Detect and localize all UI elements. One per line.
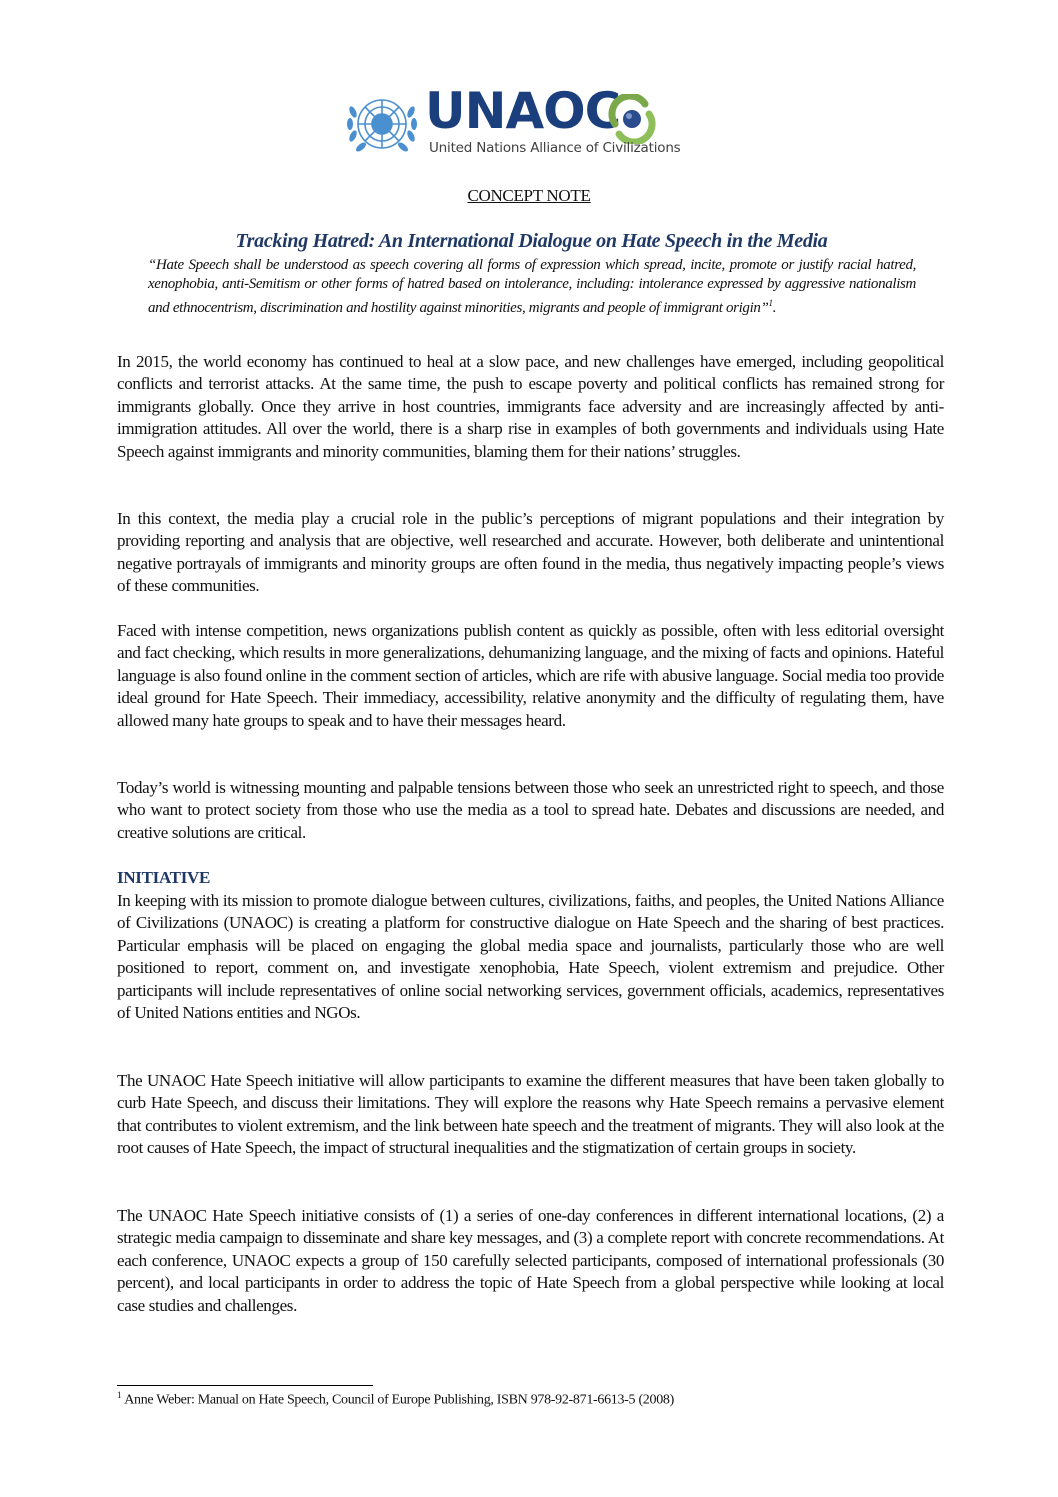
quote-end: . bbox=[772, 300, 777, 317]
definition-quote bbox=[148, 256, 916, 319]
footnote-ref[interactable]: 1 bbox=[768, 298, 773, 309]
document-title: Tracking Hatred: An International Dialogue on Hate Speech in the Media bbox=[235, 230, 828, 252]
paragraph-initiative-scope: The UNAOC Hate Speech initiative will allow participants to examine the different measures that have been taken globally to curb Hate Speech, and discuss their limitations. They will explore the reasons why Hate Speech remains a pervasive element that contributes to violent extremism, and the link between hate speech and the treatment of migrants. They will also look at the root causes of Hate Speech, the impact of structural inequalities and the stigmatization of certain groups in society. bbox=[117, 1071, 944, 1158]
alliance-ring-icon bbox=[607, 94, 657, 144]
quote-text: “Hate Speech shall be understood as speech covering all forms of expression which spread, incite, promote or justify racial hatred, xenophobia, anti-Semitism or other forms of hatred based on intolerance, including: intolerance expressed by aggressive nationalism and ethnocentrism, discrimination and hostility against minorities, migrants and people of immigrant origin” bbox=[148, 257, 916, 317]
paragraph-initiative-mission: In keeping with its mission to promote dialogue between cultures, civilizations, faiths, and peoples, the United Nations Alliance of Civilizations (UNAOC) is creating a platform for constructive dialogue on Hate Speech and the sharing of best practices. Particular emphasis will be placed on engaging the global media space and journalists, particularly those who are well positioned to report, comment on, and investigate xenophobia, Hate Speech, violent extremism and prejudice. Other participants will include representatives of online social networking services, government officials, academics, representatives of United Nations entities and NGOs. bbox=[117, 891, 944, 1023]
paragraph-media-role: In this context, the media play a crucial role in the public’s perceptions of migrant populations and their integration by providing reporting and analysis that are objective, well researched and accurate. However, both deliberate and unintentional negative portrayals of immigrants and minority groups are often found in the media, thus negatively impacting people’s views of these communities. bbox=[117, 509, 944, 596]
logo-tagline: United Nations Alliance of Civilizations bbox=[429, 140, 681, 156]
footnote-separator bbox=[117, 1385, 373, 1386]
section-heading-initiative: INITIATIVE bbox=[117, 868, 211, 887]
footnote bbox=[117, 1390, 674, 1409]
footnote-text: Anne Weber: Manual on Hate Speech, Council of Europe Publishing, ISBN 978-92-871-6613-5 (2008) bbox=[124, 1392, 674, 1408]
logo-wordmark: UNAOC bbox=[425, 82, 621, 140]
paragraph-initiative-components: The UNAOC Hate Speech initiative consists of (1) a series of one-day conferences in different international locations, (2) a strategic media campaign to disseminate and share key messages, and (3) a complete report with concrete recommendations. At each conference, UNAOC expects a group of 150 carefully selected participants, composed of international professionals (30 percent), and local participants in order to address the topic of Hate Speech from a global perspective while looking at local case studies and challenges. bbox=[117, 1206, 944, 1315]
document-label: CONCEPT NOTE bbox=[467, 186, 591, 205]
paragraph-tensions: Today’s world is witnessing mounting and palpable tensions between those who seek an unrestricted right to speech, and those who want to protect society from those who use the media as a tool to spread hate. Debates and discussions are needed, and creative solutions are critical. bbox=[117, 778, 944, 842]
footnote-number: 1 bbox=[117, 1390, 122, 1400]
paragraph-competition: Faced with intense competition, news organizations publish content as quickly as possible, often with less editorial oversight and fact checking, which results in more generalizations, dehumanizing language, and the mixing of facts and opinions. Hateful language is also found online in the comment section of articles, which are rife with abusive language. Social media too provide ideal ground for Hate Speech. Their immediacy, accessibility, relative anonymity and the difficulty of regulating them, have allowed many hate groups to speak and to have their messages heard. bbox=[117, 621, 944, 730]
paragraph-context: In 2015, the world economy has continued to heal at a slow pace, and new challenges have emerged, including geopolitical conflicts and terrorist attacks. At the same time, the push to escape poverty and political conflicts has remained strong for immigrants globally. Once they arrive in host countries, immigrants face adversity and are increasingly affected by anti-immigration attitudes. All over the world, there is a sharp rise in examples of both governments and individuals using Hate Speech against immigrants and minority communities, blaming them for their nations’ struggles. bbox=[117, 352, 944, 461]
un-emblem-icon bbox=[345, 90, 419, 162]
unaoc-logo bbox=[345, 82, 695, 162]
